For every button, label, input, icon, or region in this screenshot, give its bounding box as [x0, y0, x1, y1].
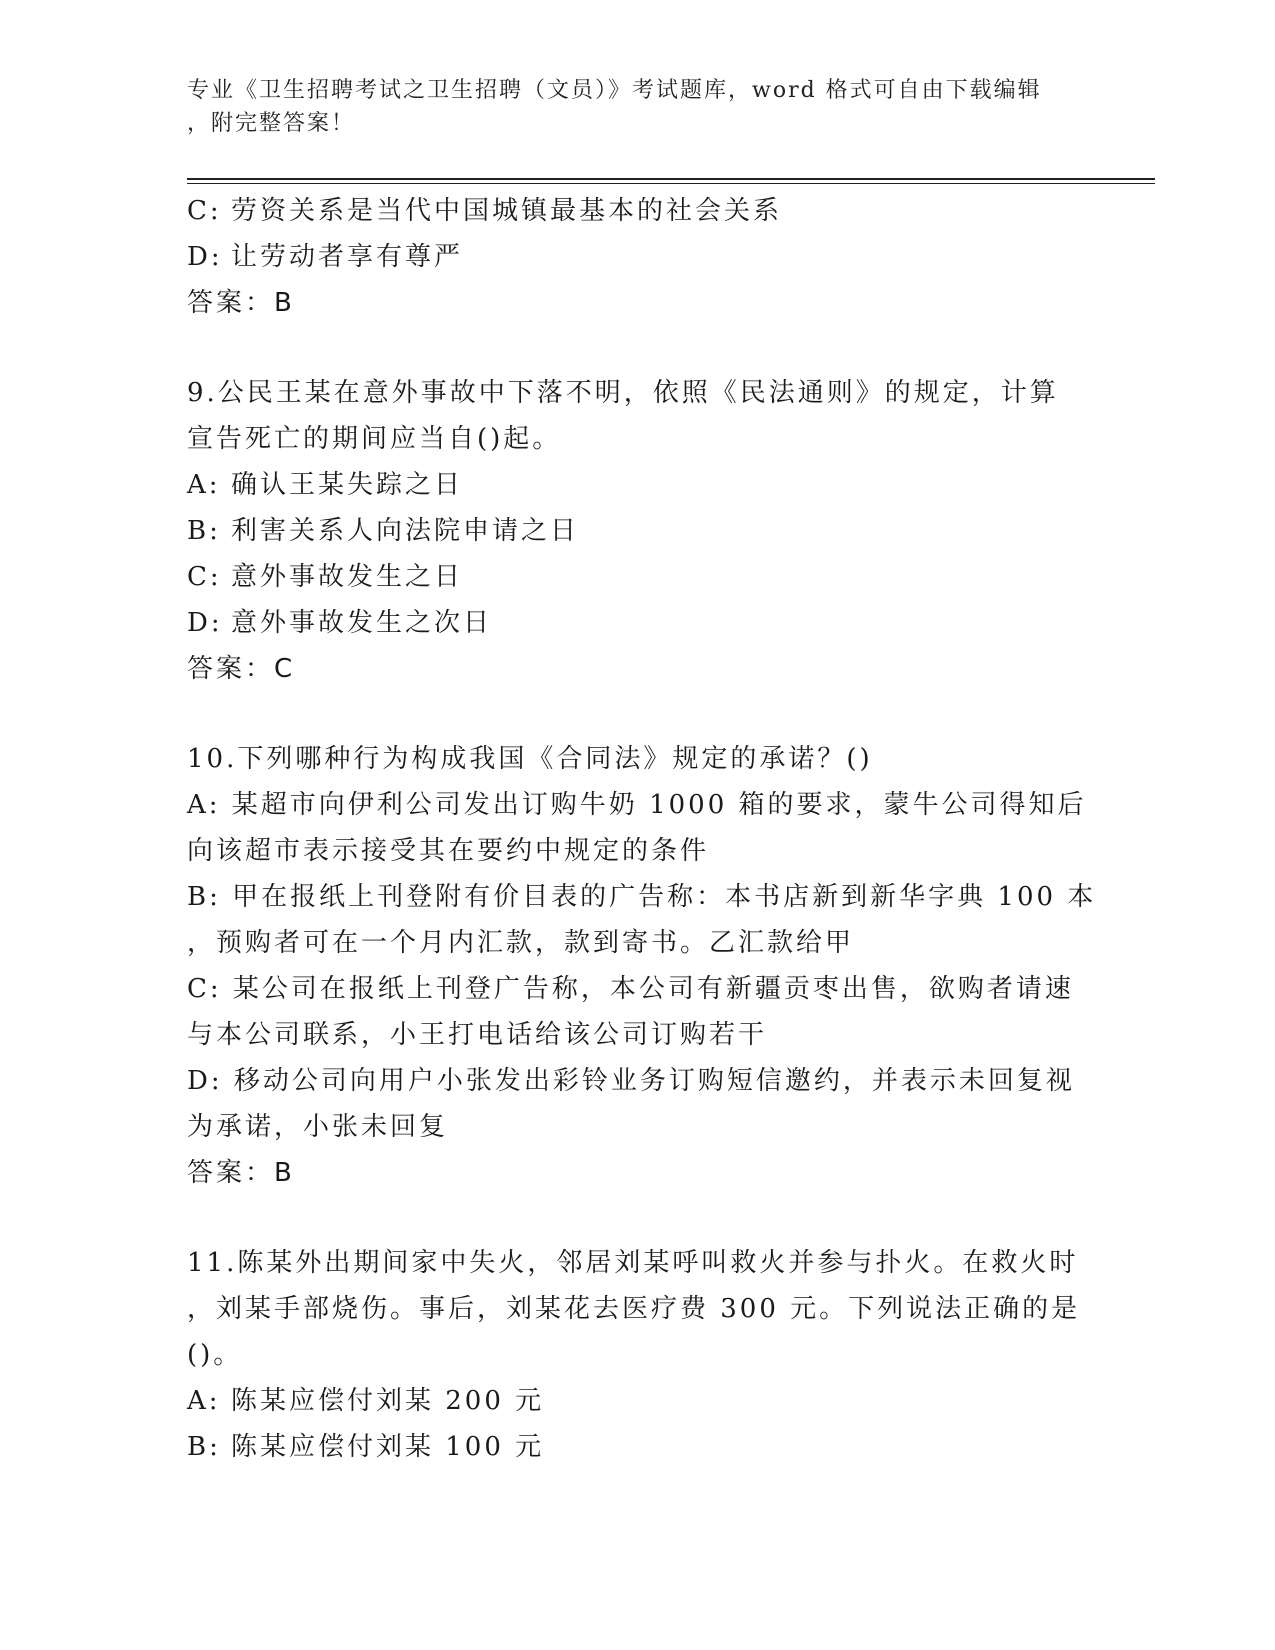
option-text: 确认王某失踪之日 — [231, 470, 464, 500]
option-key: D: — [187, 242, 223, 272]
option-text: 陈某应偿付刘某 200 元 — [231, 1386, 545, 1416]
option-text: 意外事故发生之次日 — [231, 608, 493, 638]
question-stem-line: 11.陈某外出期间家中失火，邻居刘某呼叫救火并参与扑火。在救火时 — [187, 1248, 1079, 1278]
option-key: C: — [187, 196, 222, 226]
option-key: A: — [187, 1386, 221, 1416]
option-key: A: — [187, 470, 221, 500]
option-a — [187, 462, 1067, 508]
option-a — [187, 1378, 1067, 1424]
option-b — [187, 1424, 1067, 1470]
question-stem-line: 10.下列哪种行为构成我国《合同法》规定的承诺？() — [187, 744, 873, 774]
option-text: 劳资关系是当代中国城镇最基本的社会关系 — [231, 196, 783, 226]
question-stem-line: ，刘某手部烧伤。事后，刘某花去医疗费 300 元。下列说法正确的是 — [187, 1294, 1081, 1324]
option-d — [187, 600, 1067, 646]
spacer — [187, 326, 1067, 370]
option-b-line-2: ，预购者可在一个月内汇款，款到寄书。乙汇款给甲 — [187, 928, 855, 958]
answer-line: 答案：B — [187, 288, 295, 318]
question-list — [187, 188, 1097, 1470]
header-line-1: 专业《卫生招聘考试之卫生招聘（文员）》考试题库，word 格式可自由下载编辑 — [187, 78, 1042, 103]
question-stem-line: 宣告死亡的期间应当自()起。 — [187, 424, 562, 454]
question-11 — [187, 1240, 1081, 1470]
option-text: 意外事故发生之日 — [231, 562, 464, 592]
option-d-line-1: D: 移动公司向用户小张发出彩铃业务订购短信邀约，并表示未回复视 — [187, 1066, 1075, 1096]
option-c-line-2: 与本公司联系，小王打电话给该公司订购若干 — [187, 1020, 768, 1050]
question-stem-line: ()。 — [187, 1340, 243, 1370]
header-line-2: ，附完整答案！ — [187, 111, 356, 136]
question-9 — [187, 370, 1067, 692]
answer-line: 答案：B — [187, 1158, 295, 1188]
question-8-continued — [187, 188, 1067, 326]
header-divider-thick — [187, 178, 1155, 180]
spacer — [187, 692, 1067, 736]
option-d-line-2: 为承诺，小张未回复 — [187, 1112, 449, 1142]
question-stem-line: 9.公民王某在意外事故中下落不明，依照《民法通则》的规定，计算 — [187, 378, 1059, 408]
option-key: D: — [187, 608, 223, 638]
page-header — [187, 74, 1067, 140]
option-c — [187, 188, 1067, 234]
option-a-line-1: A: 某超市向伊利公司发出订购牛奶 1000 箱的要求，蒙牛公司得知后 — [187, 790, 1087, 820]
option-a-line-2: 向该超市表示接受其在要约中规定的条件 — [187, 836, 710, 866]
question-10 — [187, 736, 1097, 1196]
option-c-line-1: C: 某公司在报纸上刊登广告称，本公司有新疆贡枣出售，欲购者请速 — [187, 974, 1074, 1004]
option-b — [187, 508, 1067, 554]
option-key: B: — [187, 1432, 221, 1462]
option-text: 陈某应偿付刘某 100 元 — [231, 1432, 545, 1462]
spacer — [187, 1196, 1067, 1240]
option-text: 利害关系人向法院申请之日 — [231, 516, 580, 546]
header-divider-thin — [187, 183, 1155, 184]
option-b-line-1: B: 甲在报纸上刊登附有价目表的广告称：本书店新到新华字典 100 本 — [187, 882, 1097, 912]
option-d — [187, 234, 1067, 280]
option-key: C: — [187, 562, 222, 592]
option-text: 让劳动者享有尊严 — [231, 242, 464, 272]
answer-line: 答案：C — [187, 654, 296, 684]
option-c — [187, 554, 1067, 600]
option-key: B: — [187, 516, 221, 546]
